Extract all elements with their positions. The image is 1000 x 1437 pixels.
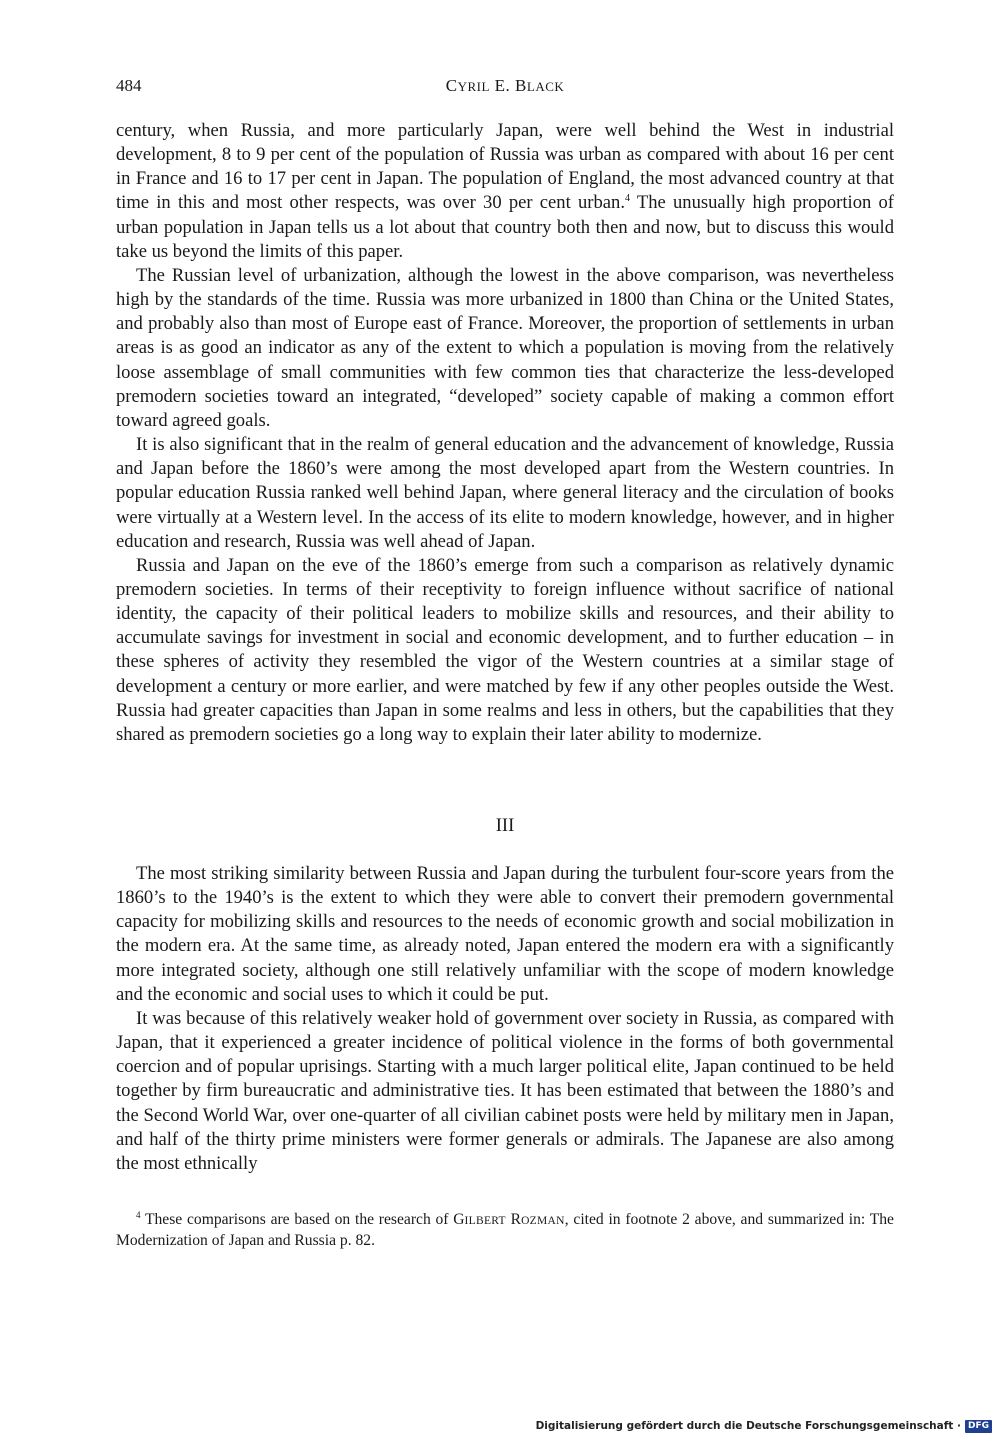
author-name: [116, 76, 894, 96]
section-heading: III: [495, 815, 515, 836]
page-number: 484: [116, 76, 142, 95]
paragraph-text: The unusually high proportion of urban population in Japan tells us a lot about that country both then and now, but to discuss this would take us beyond the limits of this paper.: [116, 192, 894, 262]
paragraph: [116, 119, 894, 264]
paragraph-text: century, when Russia, and more particularly Japan, were well behind the West in industrial development, 8 to 9 per cent of the population of Russia was urban as compared with about 16 per cent in France and 16 to 17 per cent in Japan. The population of England, the most advanced country at that time in this and most other respects, was over 30 per cent urban.: [116, 120, 894, 214]
footnote: [116, 1210, 894, 1251]
author-first-rest: YRIL: [457, 79, 490, 94]
cited-author-last: OZMAN: [521, 1215, 565, 1227]
author-initial-c: C: [445, 76, 458, 95]
footnote-text: These comparisons are based on the research of: [144, 1211, 449, 1228]
cited-author-initial: G: [453, 1211, 465, 1228]
cited-author-first: ILBERT: [464, 1215, 506, 1227]
paragraph: The Russian level of urbanization, although the lowest in the above comparison, was nevertheless high by the standards of the time. Russia was more urbanized in 1800 than China or the United States, and probably also than most of Europe east of France. Moreover, the proportion of settlements in urban areas is as good an indicator as any of the extent to which a population is moving from the relatively loose assemblage of small communities with few common ties that characterize the less-developed premodern societies toward an integrated, “developed” society capable of making a common effort toward agreed goals.: [116, 264, 894, 431]
paragraph: Russia and Japan on the eve of the 1860’s emerge from such a comparison as relatively dynamic premodern societies. In terms of their receptivity to foreign influence without sacrifice of national identity, the capacity of their political leaders to mobilize skills and resources, and their ability to accumulate savings for investment in social and economic development, and to further education – in these spheres of activity they resembled the vigor of the Western countries at a similar stage of development a century or more earlier, and were matched by few if any other peoples outside the West. Russia had greater capacities than Japan in some realms and less in others, but the capabilities that they shared as premodern societies go a long way to explain their later ability to modernize.: [116, 554, 894, 745]
author-initial-b: B: [515, 76, 527, 95]
body-text-bottom: [116, 862, 894, 1176]
paragraph: The most striking similarity between Russia and Japan during the turbulent four-score years from the 1860’s to the 1940’s is the extent to which they were able to convert their premodern governmental capacity for mobilizing skills and resources to the needs of economic growth and social mobilization in the modern era. At the same time, as already noted, Japan entered the modern era with a significantly more integrated society, although one still relatively unfamiliar with the scope of modern knowledge and the economic and social uses to which it could be put.: [116, 863, 894, 1005]
dfg-credit: [536, 1419, 992, 1433]
cited-author-initial-last: R: [510, 1211, 522, 1228]
footnote-marker: 4: [624, 193, 630, 205]
paragraph: It was because of this relatively weaker hold of government over society in Russia, as compared with Japan, that it experienced a greater incidence of political violence in the forms of both governmental coercion and of popular uprisings. Starting with a much larger political elite, Japan continued to be held together by firm bureaucratic and administrative ties. It has been estimated that between the 1880’s and the Second World War, over one-quarter of all civilian cabinet posts were held by military men in Japan, and half of the thirty prime ministers were former generals or admirals. The Japanese are also among the most ethnically: [116, 1007, 894, 1174]
dfg-credit-text: Digitalisierung gefördert durch die Deutsche Forschungsgemeinschaft ·: [535, 1420, 961, 1432]
paragraph: It is also significant that in the realm of general education and the advancement of knowledge, Russia and Japan before the 1860’s were among the most developed apart from the Western countries. In popular education Russia ranked well behind Japan, where general literacy and the circulation of books were virtually at a Western level. In the access of its elite to modern knowledge, however, and in higher education and research, Russia was well ahead of Japan.: [116, 434, 894, 552]
footnote-cited-author: [453, 1211, 564, 1228]
author-middle: E.: [494, 76, 511, 95]
footnote-number: 4: [136, 1209, 141, 1220]
running-head: [116, 76, 894, 100]
footnote-text-tail: , cited in footnote 2 above, and summarized in: The Modernization of Japan and Russia p. 82.: [116, 1211, 894, 1249]
body-text-top: [116, 119, 894, 747]
dfg-logo-icon: DFG: [965, 1420, 992, 1433]
author-last-rest: LACK: [526, 79, 565, 94]
